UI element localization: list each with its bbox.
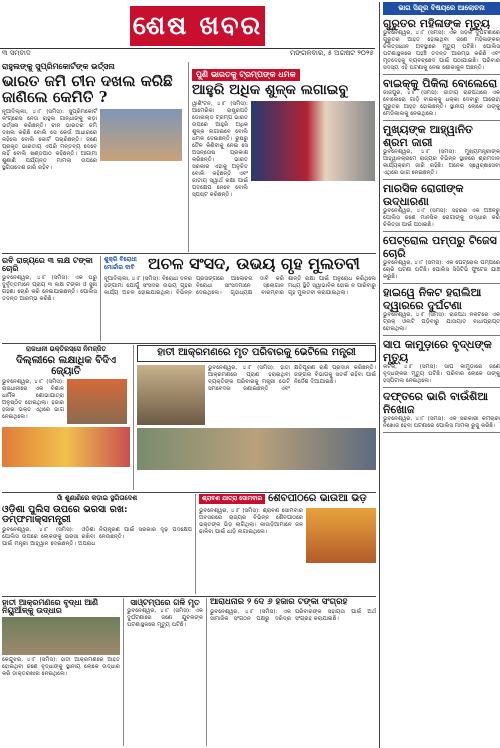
bottom-left-body: କେନ୍ଦୁଝର, ୪।୮ (ସମିସ): ହାତୀ ଆକ୍ରମଣରେ ଆହତ ହୋଇଥିବା ଜଣେ ବୃଦ୍ଧାଙ୍କୁ ସ୍ଥାନୀୟ ଲୋକେ ଉଦ୍ଧାର କରି ଡାକ୍ତରଖାନା ନେଇଥିଲେ। — [2, 656, 120, 677]
sidebar-story-title: ହାଇୱେ ନିକଟ ହରାଲିଆ ଦ୍ୱାରରେ ଦୁର୍ଘଟଣା — [383, 286, 482, 312]
sidebar-story — [383, 121, 500, 180]
bottom-right-body: ଭୁବନେଶ୍ୱର, ୪।୮ (ସମିସ): ଏକ ସାମାଜିକ ସଂଗଠନ ପକ୍ଷରୁ ଦରିଦ୍ର ପରିବାରଙ୍କ ସହାୟତା ପାଇଁ ଅର୍ଥ ସଂଗ୍ରହ କରାଯାଇଛି। — [210, 608, 376, 622]
sidebar-stories — [383, 15, 500, 433]
sidebar-story-body: କଟକ, ୪।୮ (ସମିସ): ସାପ କାମୁଡ଼ାରେ ଜଣେ ବୃଦ୍ଧଙ୍କର ମୃତ୍ୟୁ ଘଟିଛି। ପରିବାର ଲୋକେ ତାଙ୍କୁ ହସ୍ପିଟାଲ ନେଇଥିଲେ। — [383, 364, 500, 384]
lead-body: ନୂଆଦିଲ୍ଲୀ, ୪।୮ (ସମିସ): ସୁପ୍ରିମକୋର୍ଟ କଂଗ୍ରେସ ନେତା ରାହୁଲ ଗାନ୍ଧୀଙ୍କୁ କଡ଼ା ଭର୍ତ୍ସନା କରିଛନ୍ତି। ଚୀନ ଭାରତର ଜମି ଦଖଲ କରିଛି ବୋଲି ସେ କେଉଁ ଆଧାରରେ କହିଲେ ବୋଲି କୋର୍ଟ ପଚାରିଛନ୍ତି। ଜଣେ ପ୍ରକୃତ ଭାରତୀୟ ଏପରି ମନ୍ତବ୍ୟ ଦେବେ ନାହିଁ ବୋଲି ଖଣ୍ଡପୀଠ କହିଛନ୍ତି। ଆଗାମୀ ଶୁଣାଣି ପର୍ଯ୍ୟନ୍ତ ମାମଲା ଉପରେ ସ୍ଥଗିତାଦେଶ ଜାରି ରହିବ। — [2, 108, 97, 171]
trump-modi-photo — [251, 101, 375, 181]
sidebar-story — [383, 15, 500, 75]
police-headline: ଓଡ଼ିଶା ପୁଲିସ ଉପରେ ଭରସା ରଖ: ଡମ୍ଫମାକ୍ସମନ୍ତ୍ରୀ — [2, 504, 128, 525]
police-kicker: ସାଁ ଶୁଣାଣିରେ କଡ଼ାଇ ସ୍ଥଗିତାଦେଶ — [56, 494, 138, 502]
sidebar-story-body: ଭୁବନେଶ୍ୱର, ୪।୮ (ସମିସ): ଏକ ପେଟ୍ରୋଲ ପମ୍ପରେ ଚୋରି ଘଟଣା ଘଟିଛି। ପୋଲିସ ସିସିଟିଭି ଫୁଟେଜ ଯାଞ୍ଚ କରୁଛି। — [383, 260, 500, 280]
divider — [2, 596, 376, 597]
elephant-body: ଭୁବନେଶ୍ୱର, ୪।୮ (ସମିସ): ହାତୀ ଆକ୍ରମଣରେ ପ୍ରାଣ ହରାଇଥିବା ବ୍ୟକ୍ତିଙ୍କ ପରିବାରକୁ ମନ୍ତ୍ରୀ ଭେଟି ସମବେଦନା ଜଣାଇଛନ୍ତି ଏବଂ କ୍ଷତିପୂରଣ ରାଶି ପ୍ରଦାନ କରିଛନ୍ତି। ଜଙ୍ଗଲ ବିଭାଗକୁ ସତର୍କ ରହିବା ପାଇଁ ନିର୍ଦ୍ଦେଶ ଦିଆଯାଇଛି। — [208, 364, 376, 392]
tariff-body: ୱାଶିଂଟନ, ୪।୮ (ସମିସ): ଆମେରିକା ରାଷ୍ଟ୍ରପତି ଡୋନାଲ୍ଡ ଟ୍ରମ୍ପ ଭାରତ ଉପରେ ଆହୁରି ଅଧିକ ଶୁଳ୍କ ଲଗାଇବେ ବୋଲି ଧମକ ଦେଇଛନ୍ତି। ରୁଷରୁ ତୈଳ କିଣିବାକୁ ନେଇ ସେ ଅସନ୍ତୋଷ ପ୍ରକାଶ କରିଛନ୍ତି। ଭାରତ ସରକାର ଏହାକୁ ଅନୁଚିତ ବୋଲି କହିଛନ୍ତି ଏବଂ ଜାତୀୟ ସ୍ୱାର୍ଥ ରକ୍ଷା ପାଇଁ ପଦକ୍ଷେପ ନେବେ ବୋଲି ସ୍ପଷ୍ଟ କରିଛନ୍ତି। — [192, 100, 248, 198]
sidebar-story-body: ଭୁବନେଶ୍ୱର, ୪।୮ (ସମିସ): ମୁଖ୍ୟମନ୍ତ୍ରୀଙ୍କ ଆହ୍ୱାନକ୍ରମେ ରାଜ୍ୟର ବିଭିନ୍ନ ସ୍ଥାନରେ ଶ୍ରମଦାନ କାର୍ଯ୍ୟକ୍ରମ ଜାରି ରହିଛି। ଅନେକ ସ୍ୱେଚ୍ଛାସେବୀ ଏଥିରେ ଭାଗ ନେଇଛନ୍ତି। — [383, 149, 500, 176]
sidebar-story-title: ଦଫ୍ତରେ ଭାରି ବାଉଁଶିଆ ନିଖୋଜ — [383, 390, 488, 416]
sidebar-story — [383, 284, 500, 336]
sidebar-story — [383, 336, 500, 388]
parliament-story — [100, 256, 376, 341]
supreme-court-photo — [100, 109, 182, 161]
sidebar — [379, 2, 500, 748]
bottom-left-story — [2, 598, 120, 746]
newspaper-title: ଶେଷ ଖବର — [130, 6, 265, 46]
divider — [2, 343, 376, 344]
sidebar-story-title: ପେଟ୍ରୋଲ ପମ୍ପରୁ ଟିଜେସ ଚୋରି — [383, 234, 497, 260]
bottom-right-story — [206, 598, 376, 746]
tariff-headline: ଆହୁରି ଅଧିକ ଶୁଳ୍କ ଲଗାଇବୁ — [192, 82, 349, 98]
rally-body: ଭୁବନେଶ୍ୱର, ୪।୮ (ସମିସ): ରାଜଧାନୀରେ ଏକ ବିଶାଳ ଧାର୍ମିକ ଶୋଭାଯାତ୍ରା ଅନୁଷ୍ଠିତ ହୋଇଥିଲା। ହଜାର ହଜାର ଭକ୍ତ ଏଥିରେ ଭାଗ ନେଇଥିଲେ। — [2, 379, 64, 420]
rally-kicker: ରାଜଧାନୀ ଭକ୍ତିରସ୍ସେ ନିମଜ୍ଜିତ — [25, 345, 107, 353]
pilgrim-story — [195, 494, 376, 594]
sidebar-story-body: ଭୁବନେଶ୍ୱର, ୪।୮ (ସମିସ): ଏକ ସରକାରୀ କର୍ମଚାରୀ ନିଖୋଜ ହେବା ଘଟଣାରେ ପୋଲିସ ମାମଲା ରୁଜୁ କରିଛି। — [383, 416, 500, 429]
sidebar-story — [383, 232, 500, 284]
crowd-photo — [2, 427, 130, 467]
masthead-info-bar — [0, 48, 375, 56]
divider — [2, 492, 376, 493]
police-story — [2, 494, 192, 594]
sidebar-story-title: ଗୁରୁତର ମହିଳାଙ୍କ ମୃତ୍ୟୁ — [383, 17, 490, 30]
sidebar-story-body: ଜାଜପୁର, ୪।୮ (ସମିସ): ଜାତୀୟ ରାଜପଥରେ ଏକ ବୋଲେରୋ ଗାଡ଼ି ବାଇକ୍କୁ ଧକ୍କା ଦେବାରୁ ଆରୋହୀ ଗୁରୁତର ଆହତ ହୋଇଛନ୍ତି। ସ୍ଥାନୀୟ ଲୋକେ ତାଙ୍କୁ ମେଡିକାଲକୁ ନେଇଥିଲେ। — [383, 90, 500, 117]
lead-story — [2, 62, 185, 252]
sidebar-story — [383, 388, 500, 433]
brief-left-body: ଭୁବନେଶ୍ୱର, ୪।୮ (ସମିସ): ଏକ ଘରୁ ଦୁର୍ବୃତ୍ତମାନେ ପ୍ରାୟ ୩ ଲକ୍ଷ ଟଙ୍କା ଓ ସୁନା ଗହଣା ଚୋରି କରି ନେଇଯାଇଛନ୍ତି। ପୋଲିସ ତଦନ୍ତ ଆରମ୍ଭ କରିଛି। — [2, 274, 97, 302]
pilgrim-photo — [306, 508, 376, 563]
lead-headline: ଭାରତ ଜମି ଚୀନ ଦଖଲ କରିଛି ଜାଣିଲେ କେମିତି ? — [2, 72, 173, 106]
elephant-headline: ହାତୀ ଆକ୍ରମଣରେ ମୃତ ପରିବାରକୁ ଭେଟିଲେ ମନ୍ତ୍ରୀ — [137, 345, 376, 362]
tariff-kicker: ପୁଣି ଭାରତକୁ ଟ୍ରମ୍ପଙ୍କ ଧମକ — [192, 69, 300, 81]
parliament-headline: ଅଚଳ ସଂସଦ, ଉଭୟ ଗୃହ ମୁଲତବୀ — [148, 256, 360, 273]
minister-photo — [137, 365, 205, 425]
sidebar-story-title: ମୁଖ୍ୟଙ୍କ ଆହ୍ୱାନିତ ଶ୍ରମ ଜାରୀ — [383, 123, 473, 149]
masthead — [0, 0, 375, 56]
parliament-body: ନୂଆଦିଲ୍ଲୀ, ୪।୮ (ସମିସ): ବିରୋଧୀ ଦଳର ହଙ୍ଗାମା ଯୋଗୁଁ ସଂସଦର ଉଭୟ ଗୃହର କାର୍ଯ୍ୟ ଅଚଳ ହୋଇଯାଇଥିଲା। ବିଭିନ୍ନ ପ୍ରସଙ୍ଗରେ ଆଲୋଚନା ଦାବି କରି ବିରୋଧୀ ସାଂସଦମାନେ ସ୍ଲୋଗାନ ଦେଇଥିଲେ। ଗୃହାଧ୍ୟକ୍ଷ ବାରମ୍ବାର ଶାନ୍ତି ରକ୍ଷା ପାଇଁ ଅନୁରୋଧ କରିଥିଲେ ମଧ୍ୟ ସ୍ଥିତି ସ୍ୱାଭାବିକ ହୋଇ ନ ପାରିବାରୁ ଗୃହ ମୁଲତବୀ କରାଯାଇଥିଲା। — [104, 275, 376, 296]
rally-photo — [67, 379, 127, 424]
issue-date: ମଙ୍ଗଳବାର, ୫ ଅଗଷ୍ଟ ୨୦୨୫ — [290, 49, 374, 56]
bottom-mid-headline: ସାଓ୍ଟମ୍ପରେ ଗଳି ମୃତ — [130, 598, 200, 607]
sidebar-story-body: ଭୁବନେଶ୍ୱର, ୪।୮ (ସମିସ): ସହରର ଏକ ଅଞ୍ଚଳରୁ ପୋଲିସ ଜଣେ ମାନସିକ ରୋଗୀଙ୍କୁ ଉଦ୍ଧାର କରି ଚିକିତ୍ସା ପାଇଁ ପଠାଇଛି। — [383, 208, 500, 228]
elephant-story — [133, 345, 376, 490]
bottom-right-headline: ଆରାଧନାର ୨ ଦେ ୬ ହଜାର ଟଙ୍କା ସଂଗ୍ରହ — [210, 598, 348, 607]
rally-headline: ଦିଲ୍ଲୀରେ ଲକ୍ଷାଧିକ ବିଦିଏ ଜ୍ୟୋତି — [16, 355, 116, 377]
tariff-story — [188, 62, 376, 252]
village-photo — [137, 428, 376, 470]
elephant-photo — [2, 617, 120, 655]
bottom-mid-body: ଭୁବନେଶ୍ୱର, ୪।୮ (ସମିସ): ଏକ ଦୁର୍ଘଟଣାରେ ଜଣେ ଯୁବକଙ୍କ ଘଟଣାସ୍ଥଳରେ ମୃତ୍ୟୁ ଘଟିଛି। — [127, 608, 203, 629]
sidebar-story-body: ଭୁବନେଶ୍ୱର, ୪।୮ (ସମିସ): ରାଜପଥ ନିକଟରେ ଏକ ଟ୍ରକ୍ ଓଲଟି ପଡ଼ିବାରୁ ଯାତାୟାତ ବାଧାପ୍ରାପ୍ତ ହୋଇଥିଲା। — [383, 312, 500, 332]
divider — [2, 253, 376, 254]
pilgrim-body: ଭୁବନେଶ୍ୱର, ୪।୮ (ସମିସ): ଶ୍ରାବଣ ସୋମବାର ଅବସରରେ ରାଜ୍ୟର ବିଭିନ୍ନ ଶୈବପୀଠରେ ଭକ୍ତଙ୍କ ଭିଡ଼ ଲାଗିଥିଲା। କାଉଡ଼ିଆମାନେ ଜଳ ଢାଳିବା ପାଇଁ ଧାଡ଼ି ଲଗାଇଥିଲେ। — [199, 507, 303, 535]
brief-left-headline: ରବି ରାଜ୍ୟରେ ୩ ଲକ୍ଷ ଟଙ୍କା ଚୋରି — [2, 256, 93, 274]
sidebar-section-head: ଭାଗ ସିନ୍ଦୂର ବିଷୟରେ ଆଲୋଚନା — [383, 2, 500, 15]
sidebar-story — [383, 75, 500, 121]
bottom-left-headline: ହାତୀ ଆକ୍ରମଣରେ ବୃଦ୍ଧା ଆଣି ନିୟୁଆଁଳ୍କୁ ଉଦ୍ଧାର — [2, 598, 99, 616]
bottom-mid-story — [123, 598, 203, 746]
police-body: ଭୁବନେଶ୍ୱର, ୪।୮ (ସମିସ): ଓଡ଼ିଶା ପୋଲିସ ଉପରେ ଲୋକଙ୍କୁ ଭରସା ରଖିବା ପାଇଁ ମନ୍ତ୍ରୀ ଆହ୍ୱାନ ଦେଇଛନ୍ତି। ଅପରାଧ ନିୟନ୍ତ୍ରଣ ପାଇଁ ସରକାର ଦୃଢ଼ ପଦକ୍ଷେପ ନେଉଛନ୍ତି। — [2, 526, 192, 547]
rally-story — [2, 345, 130, 490]
page-label: ୩ ସମ୍ବାଦ — [2, 49, 31, 56]
sidebar-story-title: ମାରସିକ ରୋଗୀଙ୍କ ଉଦ୍ଧାରଣା — [383, 182, 464, 208]
lead-kicker: ରାହୁଲଙ୍କୁ ସୁପ୍ରିମକୋର୍ଟଙ୍କ ଭର୍ତ୍ସନା — [2, 62, 115, 71]
sidebar-story — [383, 180, 500, 232]
brief-left — [2, 256, 97, 341]
parliament-kicker: ଶୁକ୍ରି ବିରୋଧୀ ମୋର୍ଚ୍ଚାର ଦାବି — [104, 256, 137, 271]
pilgrim-headline: ଶୈବପୀଠରେ ଭାଉଁଆଁ ଭିଡ଼ — [268, 494, 367, 504]
sidebar-story-body: ଭୁବନେଶ୍ୱର, ୪।୮ (ସମିସ): ଏକ ସଡ଼କ ଦୁର୍ଘଟଣାରେ ଗୁରୁତର ଆହତ ହୋଇଥିବା ଜଣେ ମହିଳାଙ୍କର ଚିକିତ୍ସାଧୀନ ଅବସ୍ଥାରେ ମୃତ୍ୟୁ ଘଟିଛି। ପୋଲିସ ଘଟଣାସ୍ଥଳରେ ପହଞ୍ଚି ତଦନ୍ତ ଆରମ୍ଭ କରିଛି ଏବଂ ମୃତଦେହକୁ ବ୍ୟବଚ୍ଛେଦ ପାଇଁ ପଠାଯାଇଛି। ପରିବାର ସଦସ୍ୟ ଏହି ଘଟଣାକୁ ନେଇ ଶୋକାକୁଳ ଅଛନ୍ତି। — [383, 30, 500, 71]
pilgrim-kicker: ଶ୍ରାବଣ ଯାତ୍ରା ସୋମବାର — [199, 494, 265, 504]
sidebar-story-title: ସାପ କାମୁଡ଼ାରେ ବୃଦ୍ଧଙ୍କ ମୃତ୍ୟୁ — [383, 338, 492, 364]
sidebar-story-title: ବାଇକ୍କୁ ପିକିଲା ବୋଲେରୋ — [383, 77, 498, 90]
